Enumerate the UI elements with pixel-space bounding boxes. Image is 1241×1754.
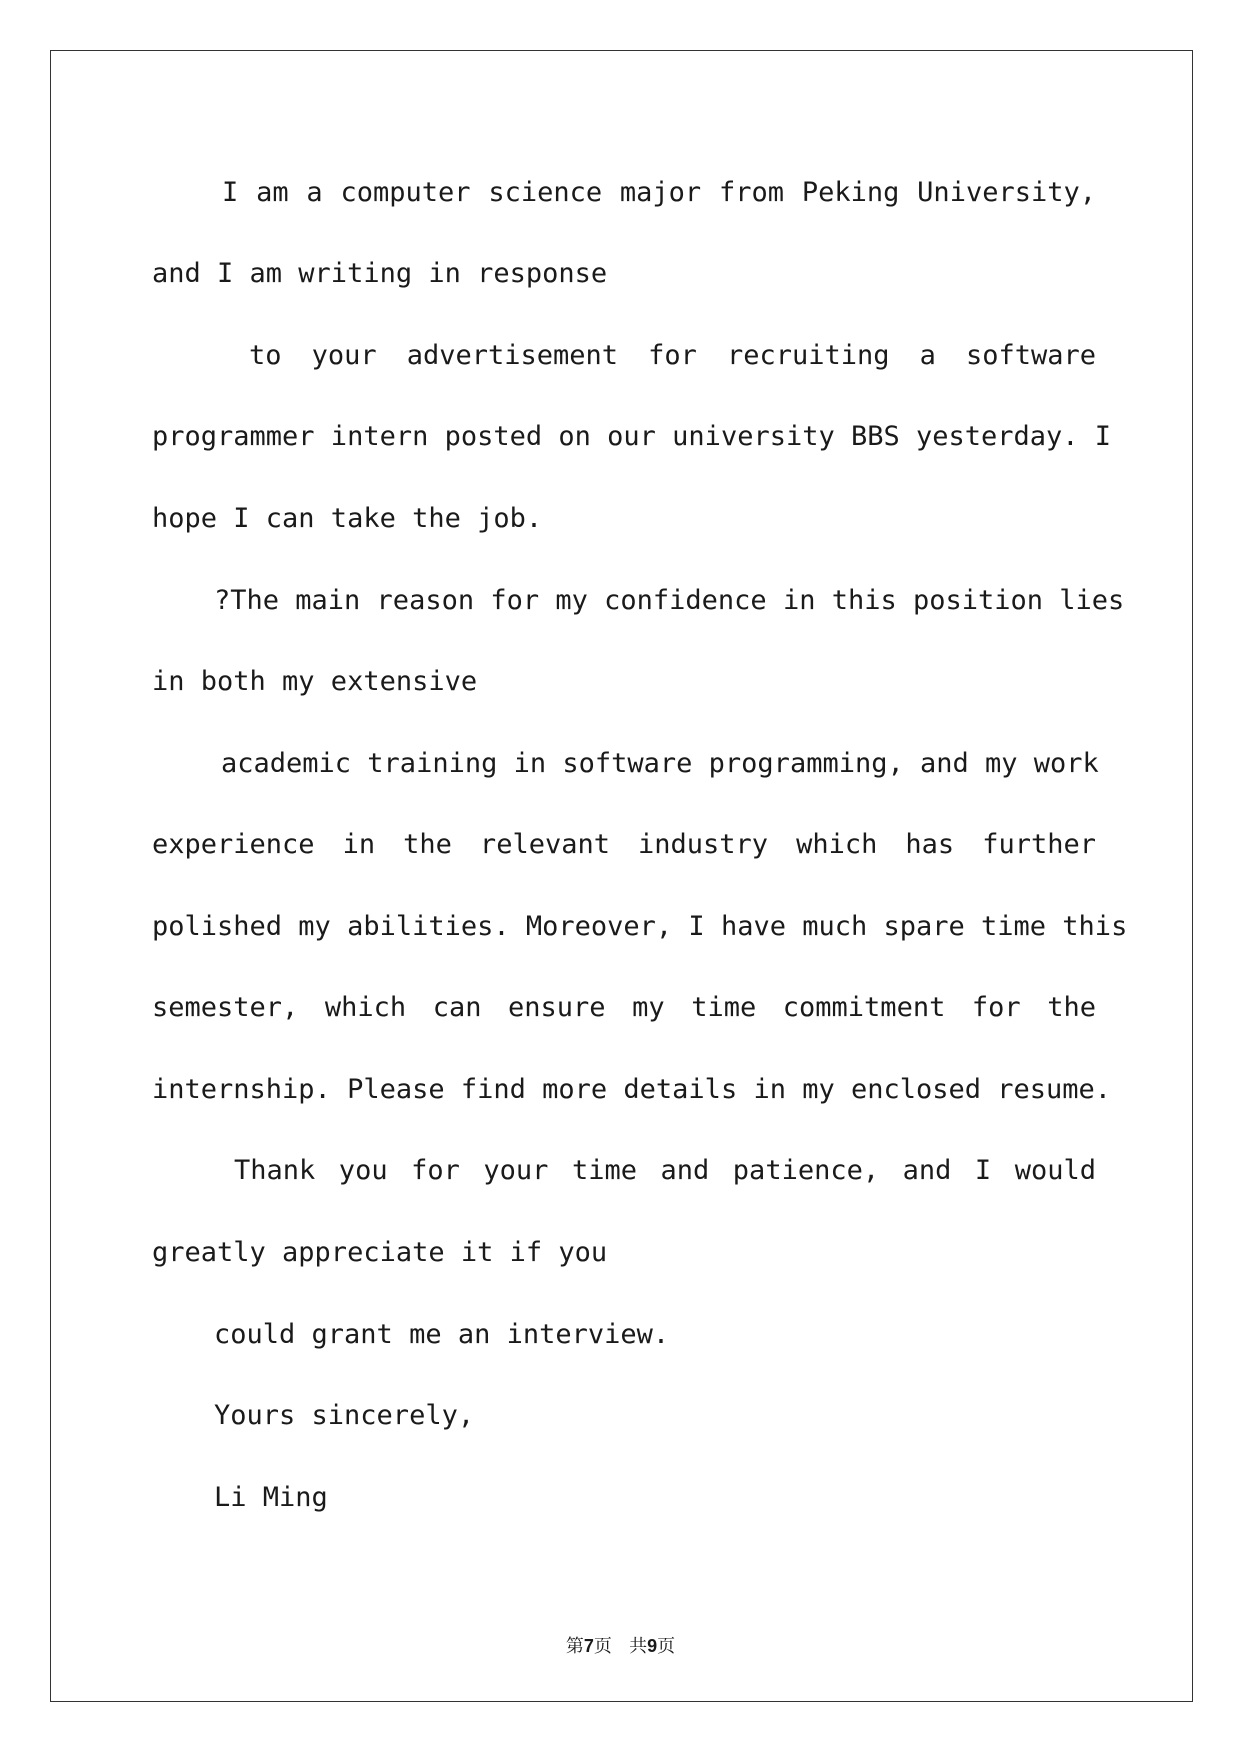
- letter-line-3: to your advertisement for recruiting a software: [249, 340, 1096, 371]
- letter-line-12: internship. Please find more details in my enclosed resume.: [152, 1074, 1112, 1105]
- signature-name: Li Ming: [214, 1482, 328, 1513]
- letter-line-8: academic training in software programming, and my work: [221, 748, 1099, 779]
- page-suffix: 页: [593, 1636, 612, 1657]
- letter-line-4: programmer intern posted on our university BBS yesterday. I: [152, 421, 1112, 452]
- letter-line-13: Thank you for your time and patience, and I would: [234, 1155, 1096, 1186]
- page-footer: [0, 1634, 1241, 1659]
- letter-line-5: hope I can take the job.: [152, 503, 543, 534]
- page-border: [50, 50, 1193, 1702]
- total-prefix: 共: [629, 1636, 648, 1657]
- letter-line-10: polished my abilities. Moreover, I have much spare time this: [152, 911, 1128, 942]
- letter-line-14: greatly appreciate it if you: [152, 1237, 608, 1268]
- total-suffix: 页: [657, 1636, 676, 1657]
- letter-line-6: ?The main reason for my confidence in this position lies: [214, 585, 1125, 616]
- letter-line-2: and I am writing in response: [152, 258, 608, 289]
- letter-line-1: I am a computer science major from Peking University,: [222, 177, 1096, 208]
- letter-line-9: experience in the relevant industry which has further: [152, 829, 1096, 860]
- letter-line-15: could grant me an interview.: [214, 1319, 670, 1350]
- closing-salutation: Yours sincerely,: [214, 1400, 475, 1431]
- letter-line-7: in both my extensive: [152, 666, 478, 697]
- page-number: 7: [583, 1636, 594, 1656]
- letter-line-11: semester, which can ensure my time commitment for the: [152, 992, 1096, 1023]
- total-pages: 9: [647, 1636, 658, 1656]
- page-prefix: 第: [565, 1636, 584, 1657]
